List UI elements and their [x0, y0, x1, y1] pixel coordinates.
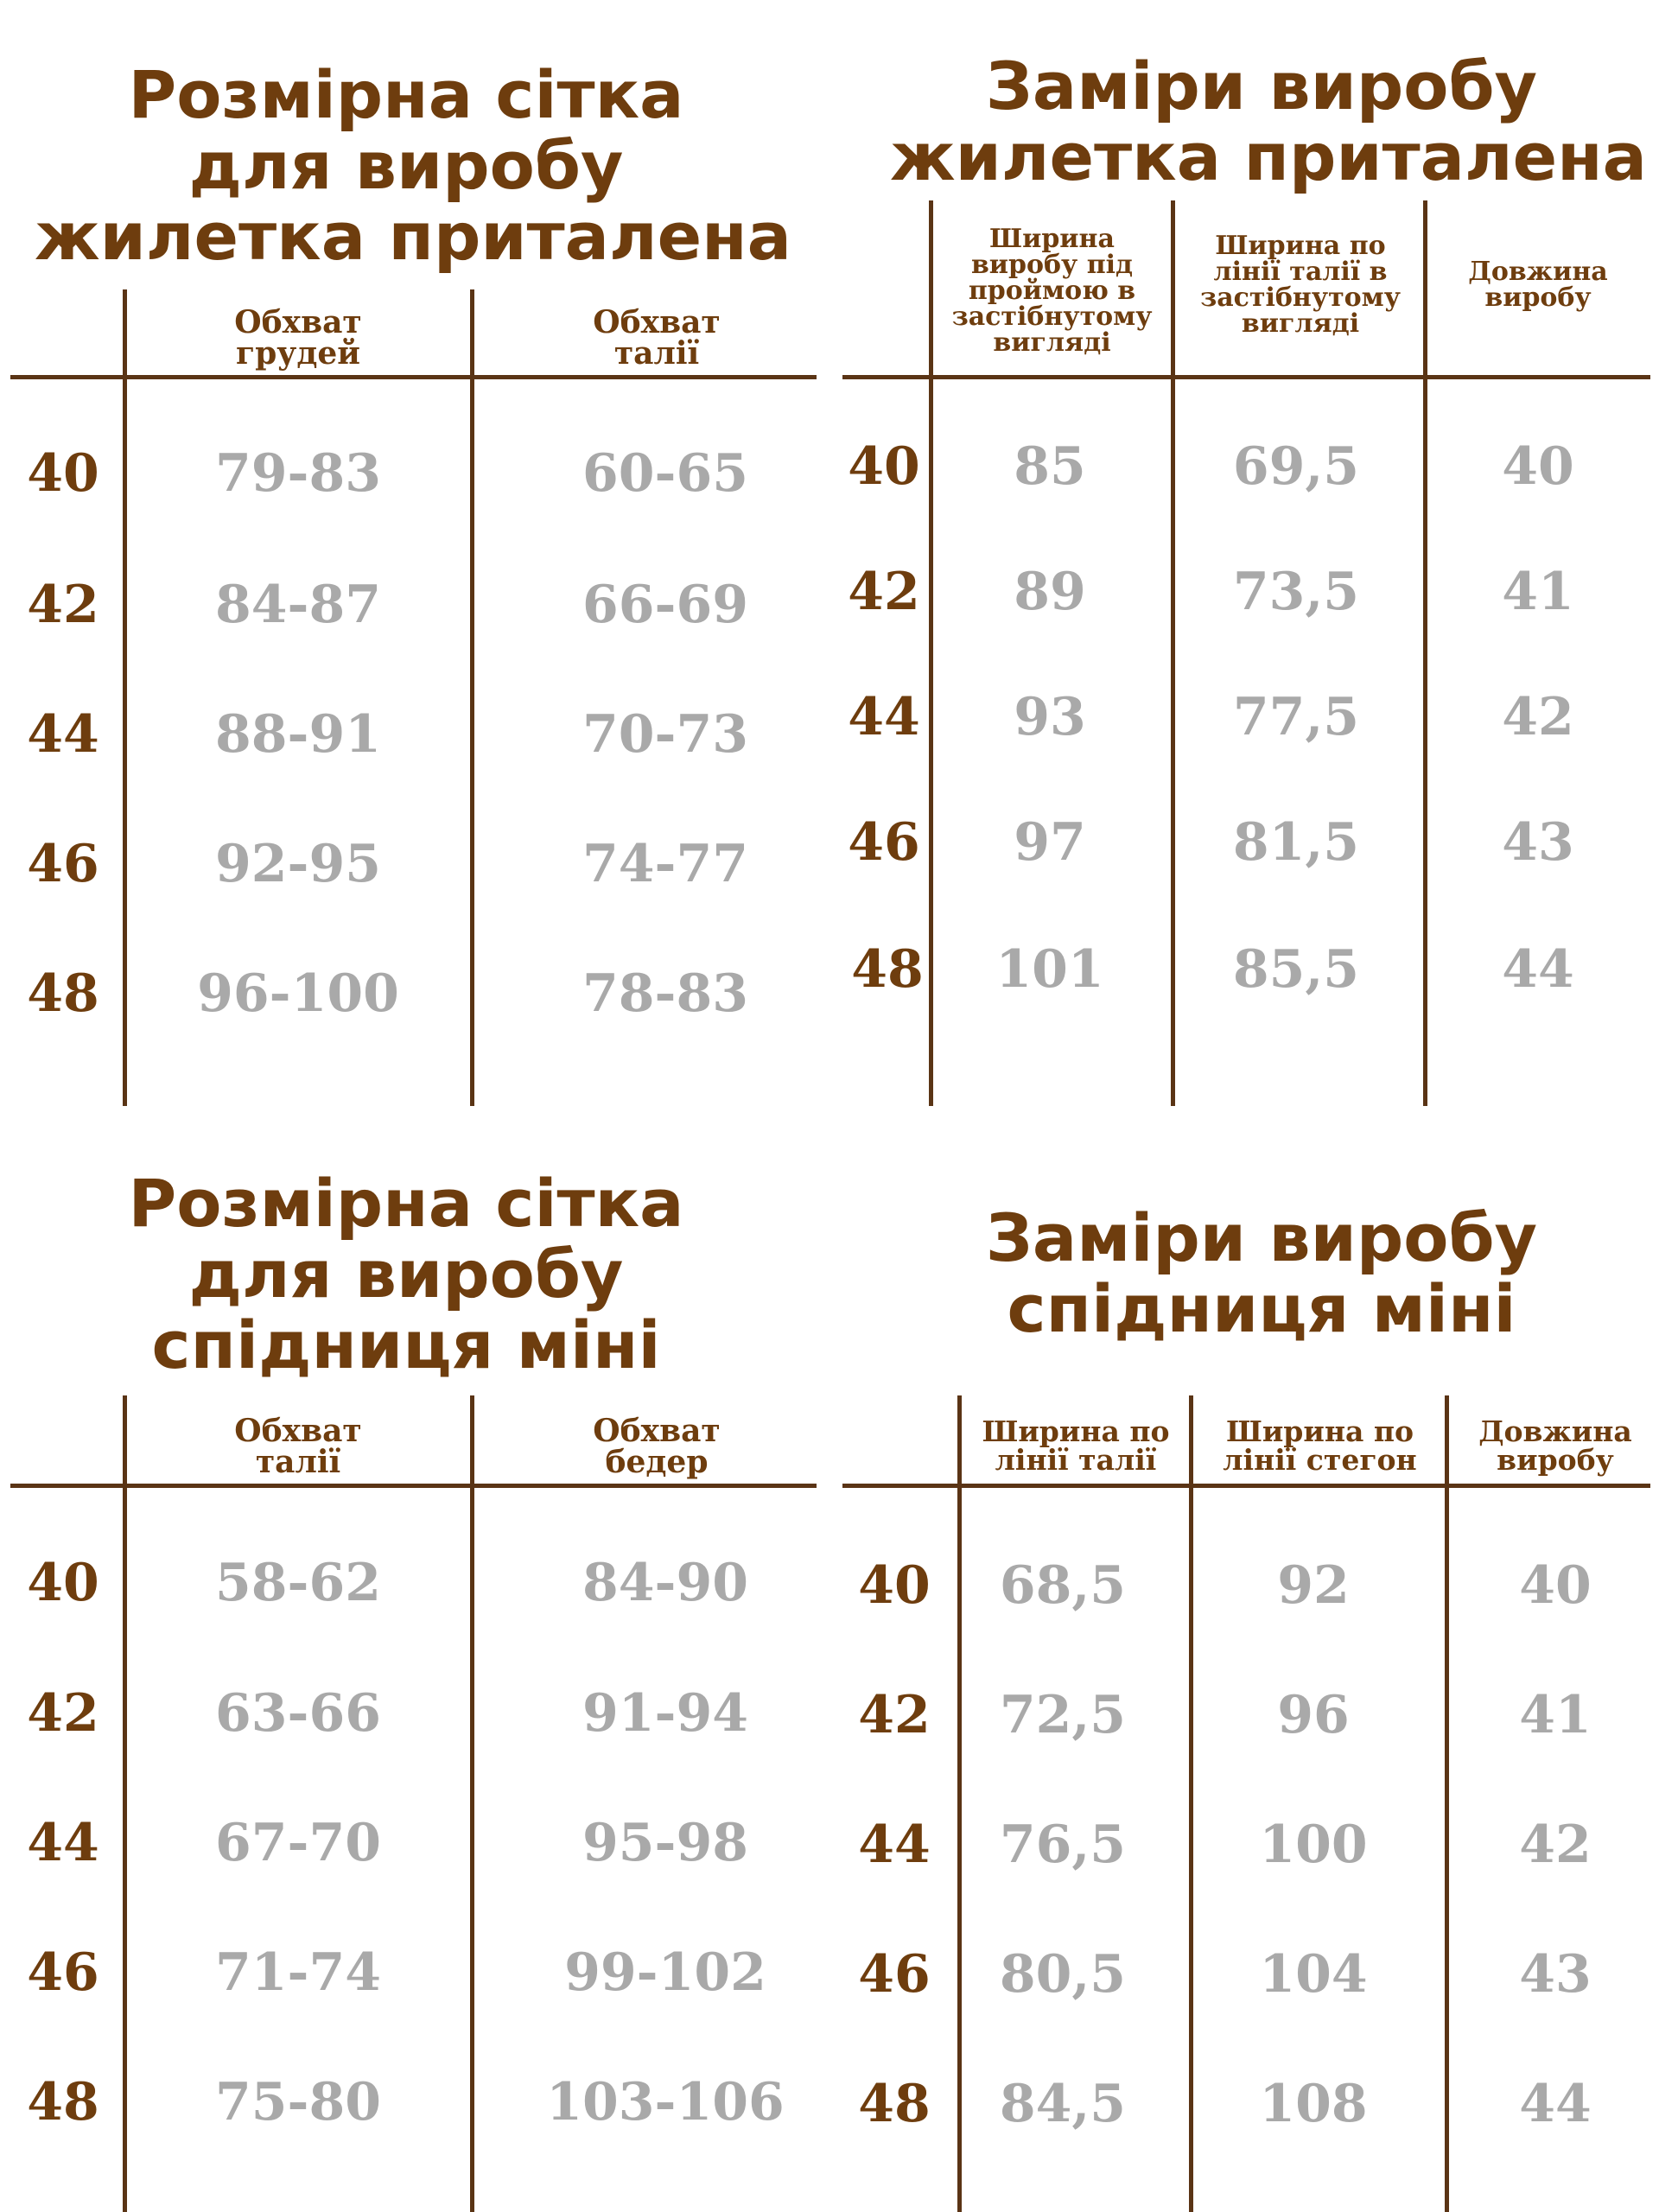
table-cell: 96 [1277, 1685, 1350, 1745]
vest-measure-header-divider [842, 375, 1650, 379]
table-cell: 81,5 [1232, 812, 1360, 873]
title-line: для виробу [188, 1236, 624, 1313]
table-cell: 93 [1014, 687, 1086, 747]
vest-chart-divider-2 [470, 289, 474, 1106]
table-cell: 84-90 [582, 1553, 748, 1613]
table-cell: 85 [1014, 436, 1086, 497]
header-line: Ширина [989, 224, 1115, 254]
table-cell: 91-94 [582, 1683, 748, 1744]
header-line: вигляді [993, 327, 1111, 358]
table-cell: 43 [1519, 1944, 1592, 2005]
header-line: грудей [236, 335, 360, 372]
table-cell: 42 [1502, 687, 1574, 747]
table-cell: 95-98 [582, 1813, 748, 1873]
table-cell: 85,5 [1232, 939, 1360, 1000]
table-cell: 77,5 [1232, 687, 1360, 747]
size-label: 46 [848, 812, 920, 873]
header-line: Ширина по [1215, 231, 1386, 261]
header-line: бедер [605, 1444, 709, 1480]
size-label: 48 [27, 2072, 99, 2133]
header-line: Ширина по [982, 1414, 1170, 1448]
vest-size-chart-title [35, 56, 791, 275]
skirt-measurements-title [890, 1199, 1633, 1347]
table-cell: 76,5 [999, 1815, 1127, 1875]
header-line: лінії талії [995, 1443, 1157, 1477]
skirt-chart-divider-1 [123, 1395, 127, 2212]
skirt-size-chart-title [35, 1165, 778, 1383]
header-line: Довжина [1478, 1414, 1632, 1448]
size-label: 46 [27, 834, 99, 894]
table-cell: 40 [1519, 1555, 1592, 1616]
header-line: Обхват [593, 1413, 721, 1449]
title-line: Розмірна сітка [128, 56, 684, 133]
size-label: 42 [858, 1685, 931, 1745]
header-line: Довжина [1468, 257, 1608, 287]
table-cell: 41 [1502, 562, 1574, 622]
table-cell: 101 [995, 939, 1104, 1000]
table-cell: 84,5 [999, 2074, 1127, 2134]
header-line: виробу [1484, 283, 1592, 313]
table-cell: 73,5 [1232, 562, 1360, 622]
table-cell: 42 [1519, 1815, 1592, 1875]
header-line: лінії стегон [1223, 1443, 1417, 1477]
table-cell: 100 [1259, 1815, 1368, 1875]
header-line: талії [255, 1444, 341, 1480]
skirt-measure-col1-header [963, 1414, 1188, 1477]
table-cell: 99-102 [564, 1942, 766, 2003]
header-line: талії [613, 335, 700, 372]
table-cell: 44 [1519, 2074, 1592, 2134]
header-line: Ширина по [1225, 1414, 1414, 1448]
size-label: 40 [848, 436, 920, 497]
table-cell: 88-91 [215, 704, 381, 765]
skirt-measure-col3-header [1456, 1414, 1655, 1477]
table-cell: 79-83 [215, 443, 381, 504]
size-label: 40 [858, 1555, 931, 1616]
table-cell: 44 [1502, 939, 1574, 1000]
size-label: 44 [27, 704, 99, 765]
title-line: жилетка приталена [890, 118, 1647, 195]
table-cell: 80,5 [999, 1944, 1127, 2005]
table-cell: 75-80 [215, 2072, 381, 2133]
size-label: 46 [27, 1942, 99, 2003]
table-cell: 63-66 [215, 1683, 381, 1744]
size-label: 40 [27, 443, 99, 504]
size-label: 42 [27, 575, 99, 635]
title-line: жилетка приталена [35, 198, 791, 275]
size-label: 42 [848, 562, 920, 622]
table-cell: 58-62 [215, 1553, 381, 1613]
vest-chart-header-divider [10, 375, 817, 379]
header-line: застібнутому [951, 302, 1153, 332]
vest-measure-col2-header [1179, 233, 1421, 337]
size-label: 48 [27, 963, 99, 1024]
title-line: для виробу [188, 127, 624, 204]
vest-chart-col1-header [130, 304, 467, 372]
table-cell: 84-87 [215, 575, 381, 635]
header-line: Обхват [234, 304, 362, 340]
title-line: Заміри виробу [985, 1199, 1538, 1276]
size-label: 48 [851, 939, 924, 1000]
table-cell: 97 [1014, 812, 1086, 873]
skirt-chart-col2-header [484, 1415, 830, 1478]
header-line: вигляді [1241, 308, 1360, 339]
vest-measurements-title [890, 48, 1647, 195]
title-line: Розмірна сітка [128, 1165, 684, 1242]
table-cell: 60-65 [582, 443, 748, 504]
header-line: проймою в [968, 276, 1136, 306]
table-cell: 108 [1259, 2074, 1368, 2134]
table-cell: 103-106 [546, 2072, 785, 2133]
table-cell: 41 [1519, 1685, 1592, 1745]
size-label: 46 [858, 1944, 931, 2005]
vest-chart-divider-1 [123, 289, 127, 1106]
skirt-chart-divider-2 [470, 1395, 474, 2212]
table-cell: 71-74 [215, 1942, 381, 2003]
header-line: лінії талії в [1213, 257, 1388, 287]
table-cell: 43 [1502, 812, 1574, 873]
size-label: 48 [858, 2074, 931, 2134]
table-cell: 66-69 [582, 575, 748, 635]
table-cell: 67-70 [215, 1813, 381, 1873]
vest-chart-col2-header [484, 304, 830, 372]
table-cell: 72,5 [999, 1685, 1127, 1745]
table-cell: 68,5 [999, 1555, 1127, 1616]
title-line: спідниця міні [1007, 1270, 1516, 1347]
skirt-chart-header-divider [10, 1484, 817, 1488]
header-line: виробу [1497, 1443, 1614, 1477]
header-line: Обхват [234, 1413, 362, 1449]
title-line: Заміри виробу [985, 48, 1538, 124]
skirt-chart-col1-header [130, 1415, 467, 1478]
table-cell: 40 [1502, 436, 1574, 497]
table-cell: 96-100 [197, 963, 399, 1024]
header-line: застібнутому [1200, 283, 1401, 313]
table-cell: 74-77 [582, 834, 748, 894]
table-cell: 92-95 [215, 834, 381, 894]
header-line: виробу під [970, 250, 1134, 280]
skirt-measure-col2-header [1197, 1414, 1443, 1477]
size-label: 44 [858, 1815, 931, 1875]
table-cell: 69,5 [1232, 436, 1360, 497]
size-label: 44 [848, 687, 920, 747]
header-line: Обхват [593, 304, 721, 340]
size-label: 44 [27, 1813, 99, 1873]
size-label: 40 [27, 1553, 99, 1613]
vest-measure-col3-header [1434, 259, 1642, 311]
skirt-measure-header-divider [842, 1484, 1650, 1488]
table-cell: 70-73 [582, 704, 748, 765]
table-cell: 104 [1259, 1944, 1368, 2005]
table-cell: 78-83 [582, 963, 748, 1024]
title-line: спідниця міні [151, 1306, 661, 1383]
table-cell: 92 [1277, 1555, 1350, 1616]
size-label: 42 [27, 1683, 99, 1744]
vest-measure-col1-header [933, 226, 1171, 356]
table-cell: 89 [1014, 562, 1086, 622]
